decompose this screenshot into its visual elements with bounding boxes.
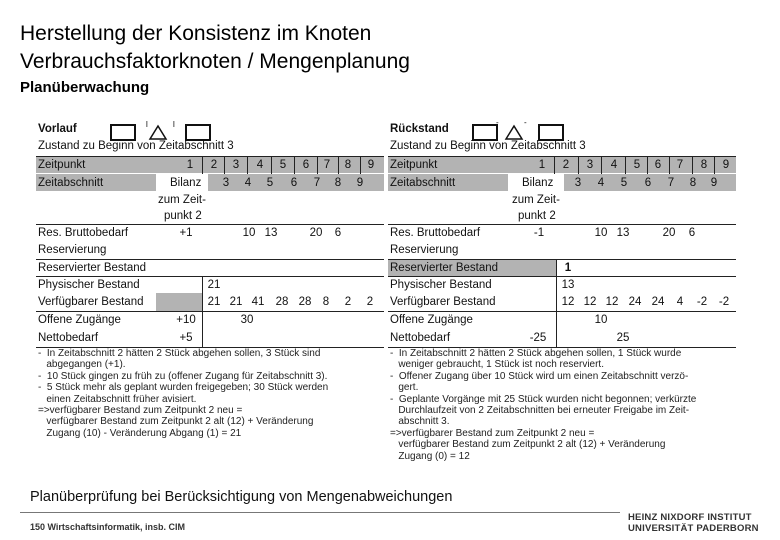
- grid-line: [36, 311, 384, 312]
- brutto-bilanz: +1: [179, 227, 193, 239]
- state-label: Zustand zu Beginn von Zeitabschnitt 3: [38, 140, 234, 152]
- grid-line: [647, 156, 648, 174]
- netto-val: +5: [179, 332, 193, 344]
- page-subtitle: Planüberwachung: [20, 79, 150, 96]
- brutto-val: 10: [594, 227, 608, 239]
- grid-line: [554, 156, 555, 174]
- panel-vorlauf: [36, 118, 388, 473]
- brutto-val: 20: [662, 227, 676, 239]
- zp-8: 8: [700, 159, 708, 171]
- grid-line: [271, 156, 272, 174]
- row-label-reservierung: Reservierung: [390, 244, 459, 256]
- brutto-val: 20: [309, 227, 323, 239]
- grid-line: [601, 156, 602, 174]
- grid-line: [578, 156, 579, 174]
- row-label-verf: Verfügbarer Bestand: [38, 296, 144, 308]
- note-line: verfügbarer Bestand zum Zeitpunkt 2 alt (12) + Veränderung: [390, 439, 666, 450]
- row-label-brutto: Res. Bruttobedarf: [390, 227, 481, 239]
- note-line: - 5 Stück mehr als geplant wurden freigegeben; 30 Stück werden: [38, 382, 329, 393]
- za-8: 8: [334, 177, 342, 189]
- za-9: 9: [356, 177, 364, 189]
- note-line: - In Zeitabschnitt 2 hätten 2 Stück abgehen sollen, 1 Stück wurde: [390, 348, 682, 359]
- zp-4: 4: [256, 159, 264, 171]
- grid-line: [36, 156, 384, 157]
- za-7: 7: [313, 177, 321, 189]
- note-line: - Geplante Vorgänge mit 25 Stück wurden nicht begonnen; verkürzte: [390, 394, 697, 405]
- grid-line: [360, 156, 361, 174]
- row-label-offen: Offene Zugänge: [38, 314, 121, 326]
- grid-line: [224, 156, 225, 174]
- verf-val: 28: [298, 296, 312, 308]
- brutto-val: 6: [334, 227, 342, 239]
- note-line: weniger gebraucht, 1 Stück ist noch reserviert.: [390, 359, 604, 370]
- brutto-val: 10: [242, 227, 256, 239]
- note-line: abschnitt 3.: [390, 416, 450, 427]
- verf-val: 28: [275, 296, 289, 308]
- za-3: 3: [222, 177, 230, 189]
- row-label-netto: Nettobedarf: [390, 332, 451, 344]
- zp-3: 3: [586, 159, 594, 171]
- zp-5: 5: [633, 159, 641, 171]
- note-line: einen Zeitabschnitt früher avisiert.: [38, 394, 197, 405]
- row-label-offen: Offene Zugänge: [390, 314, 473, 326]
- note-line: abgegangen (+1).: [38, 359, 126, 370]
- bilanz-label-3: punkt 2: [164, 210, 202, 222]
- institute-logo: HEINZ NIXDORF INSTITUT: [628, 512, 752, 523]
- zp-6: 6: [654, 159, 662, 171]
- verf-val: 24: [628, 296, 642, 308]
- note-line: Zugang (10) - Veränderung Abgang (1) = 21: [38, 428, 242, 439]
- row-label-reservierung: Reservierung: [38, 244, 107, 256]
- grid-line: [388, 156, 736, 157]
- brutto-val: 13: [264, 227, 278, 239]
- page-title: Herstellung der Konsistenz im Knoten: [20, 22, 372, 45]
- za-5: 5: [620, 177, 628, 189]
- zp-1: 1: [538, 159, 546, 171]
- zp-9: 9: [722, 159, 730, 171]
- bilanz-label: Bilanz: [522, 177, 554, 189]
- zp-4: 4: [610, 159, 618, 171]
- note-line: - 10 Stück gingen zu früh zu (offener Zugang für Zeitabschnitt 3).: [38, 371, 328, 382]
- grid-line: [556, 259, 557, 347]
- verf-val: 12: [583, 296, 597, 308]
- grid-line: [714, 156, 715, 174]
- zp-6: 6: [302, 159, 310, 171]
- za-9: 9: [710, 177, 718, 189]
- brutto-val: 13: [616, 227, 630, 239]
- grid-line: [247, 156, 248, 174]
- offen-val: 30: [240, 314, 254, 326]
- state-label: Zustand zu Beginn von Zeitabschnitt 3: [390, 140, 586, 152]
- zp-2: 2: [562, 159, 570, 171]
- row-label-phys: Physischer Bestand: [38, 279, 140, 291]
- note-line: gert.: [390, 382, 419, 393]
- footer-divider: [20, 512, 620, 513]
- zp-1: 1: [186, 159, 194, 171]
- verf-val: 12: [605, 296, 619, 308]
- grid-line: [202, 156, 203, 174]
- figure-caption: Planüberprüfung bei Berücksichtigung von Mengenabweichungen: [30, 489, 453, 505]
- za-8: 8: [689, 177, 697, 189]
- footer-text: 150 Wirtschaftsinformatik, insb. CIM: [30, 522, 185, 532]
- tick-mark: l: [146, 120, 148, 129]
- grid-line: [36, 276, 384, 277]
- university-logo: UNIVERSITÄT PADERBORN: [628, 523, 759, 534]
- row-label-phys: Physischer Bestand: [390, 279, 492, 291]
- zp-3: 3: [232, 159, 240, 171]
- verf-val: 4: [676, 296, 684, 308]
- za-7: 7: [667, 177, 675, 189]
- verf-val: 41: [251, 296, 265, 308]
- za-6: 6: [290, 177, 298, 189]
- grid-line: [669, 156, 670, 174]
- grid-line: [338, 156, 339, 174]
- grid-line: [388, 276, 736, 277]
- res-bestand-val: 1: [564, 262, 572, 274]
- row-label-netto: Nettobedarf: [38, 332, 99, 344]
- row-label-brutto: Res. Bruttobedarf: [38, 227, 129, 239]
- verf-val: 24: [651, 296, 665, 308]
- panel-heading: Rückstand: [390, 123, 449, 135]
- verf-val: 21: [229, 296, 243, 308]
- note-line: verfügbarer Bestand zum Zeitpunkt 2 alt (12) + Veränderung: [38, 416, 314, 427]
- zp-7: 7: [323, 159, 331, 171]
- verf-val: 12: [561, 296, 575, 308]
- verf-val: -2: [718, 296, 730, 308]
- phys-val: 21: [207, 279, 221, 291]
- grid-line: [625, 156, 626, 174]
- za-4: 4: [597, 177, 605, 189]
- grid-line: [388, 259, 736, 260]
- row-label-zeitabschnitt: Zeitabschnitt: [38, 177, 104, 189]
- zp-7: 7: [676, 159, 684, 171]
- panel-rueckstand: [388, 118, 740, 473]
- note-line: Zugang (0) = 12: [390, 451, 470, 462]
- grid-line: [388, 224, 736, 225]
- grid-line: [294, 156, 295, 174]
- brutto-val: 6: [688, 227, 696, 239]
- tick-mark: -: [496, 118, 499, 127]
- row-label-res-bestand: Reservierter Bestand: [390, 262, 499, 274]
- tick-mark: -: [524, 118, 527, 127]
- grid-line: [317, 156, 318, 174]
- verf-val: -2: [696, 296, 708, 308]
- brutto-bilanz: -1: [533, 227, 545, 239]
- verf-val: 21: [207, 296, 221, 308]
- verf-val: 2: [344, 296, 352, 308]
- note-line: Durchlaufzeit von 2 Zeitabschnitten bei erneuter Freigabe im Zeit-: [390, 405, 690, 416]
- row-label-verf: Verfügbarer Bestand: [390, 296, 496, 308]
- grid-line: [692, 156, 693, 174]
- bilanz-label-3: punkt 2: [518, 210, 556, 222]
- verf-val: 8: [322, 296, 330, 308]
- za-3: 3: [574, 177, 582, 189]
- note-line: - In Zeitabschnitt 2 hätten 2 Stück abgehen sollen, 3 Stück sind: [38, 348, 321, 359]
- offen-val: 10: [594, 314, 608, 326]
- row-label-res-bestand: Reservierter Bestand: [38, 262, 147, 274]
- offen-val: +10: [176, 314, 196, 326]
- grid-line: [36, 259, 384, 260]
- row-label-zeitpunkt: Zeitpunkt: [390, 159, 438, 171]
- note-line: =>verfügbarer Bestand zum Zeitpunkt 2 neu =: [38, 405, 243, 416]
- za-5: 5: [266, 177, 274, 189]
- netto-val: -25: [529, 332, 547, 344]
- za-6: 6: [644, 177, 652, 189]
- note-line: =>verfügbarer Bestand zum Zeitpunkt 2 neu =: [390, 428, 595, 439]
- bilanz-label: Bilanz: [170, 177, 202, 189]
- tick-mark: l: [173, 120, 175, 129]
- page-title-line2: Verbrauchsfaktorknoten / Mengenplanung: [20, 50, 410, 73]
- verf-shade: [156, 293, 202, 311]
- row-label-zeitabschnitt: Zeitabschnitt: [390, 177, 456, 189]
- note-line: - Offener Zugang über 10 Stück wird um einen Zeitabschnitt verzö-: [390, 371, 689, 382]
- panel-heading: Vorlauf: [38, 123, 77, 135]
- phys-val: 13: [561, 279, 575, 291]
- za-4: 4: [244, 177, 252, 189]
- row-label-zeitpunkt: Zeitpunkt: [38, 159, 86, 171]
- grid-line: [36, 224, 384, 225]
- verf-val: 2: [366, 296, 374, 308]
- zp-8: 8: [344, 159, 352, 171]
- bilanz-label-2: zum Zeit-: [158, 194, 206, 206]
- grid-line: [202, 276, 203, 347]
- bilanz-label-2: zum Zeit-: [512, 194, 560, 206]
- zp-2: 2: [210, 159, 218, 171]
- grid-line: [388, 311, 736, 312]
- netto-val: 25: [616, 332, 630, 344]
- zp-5: 5: [279, 159, 287, 171]
- zp-9: 9: [367, 159, 375, 171]
